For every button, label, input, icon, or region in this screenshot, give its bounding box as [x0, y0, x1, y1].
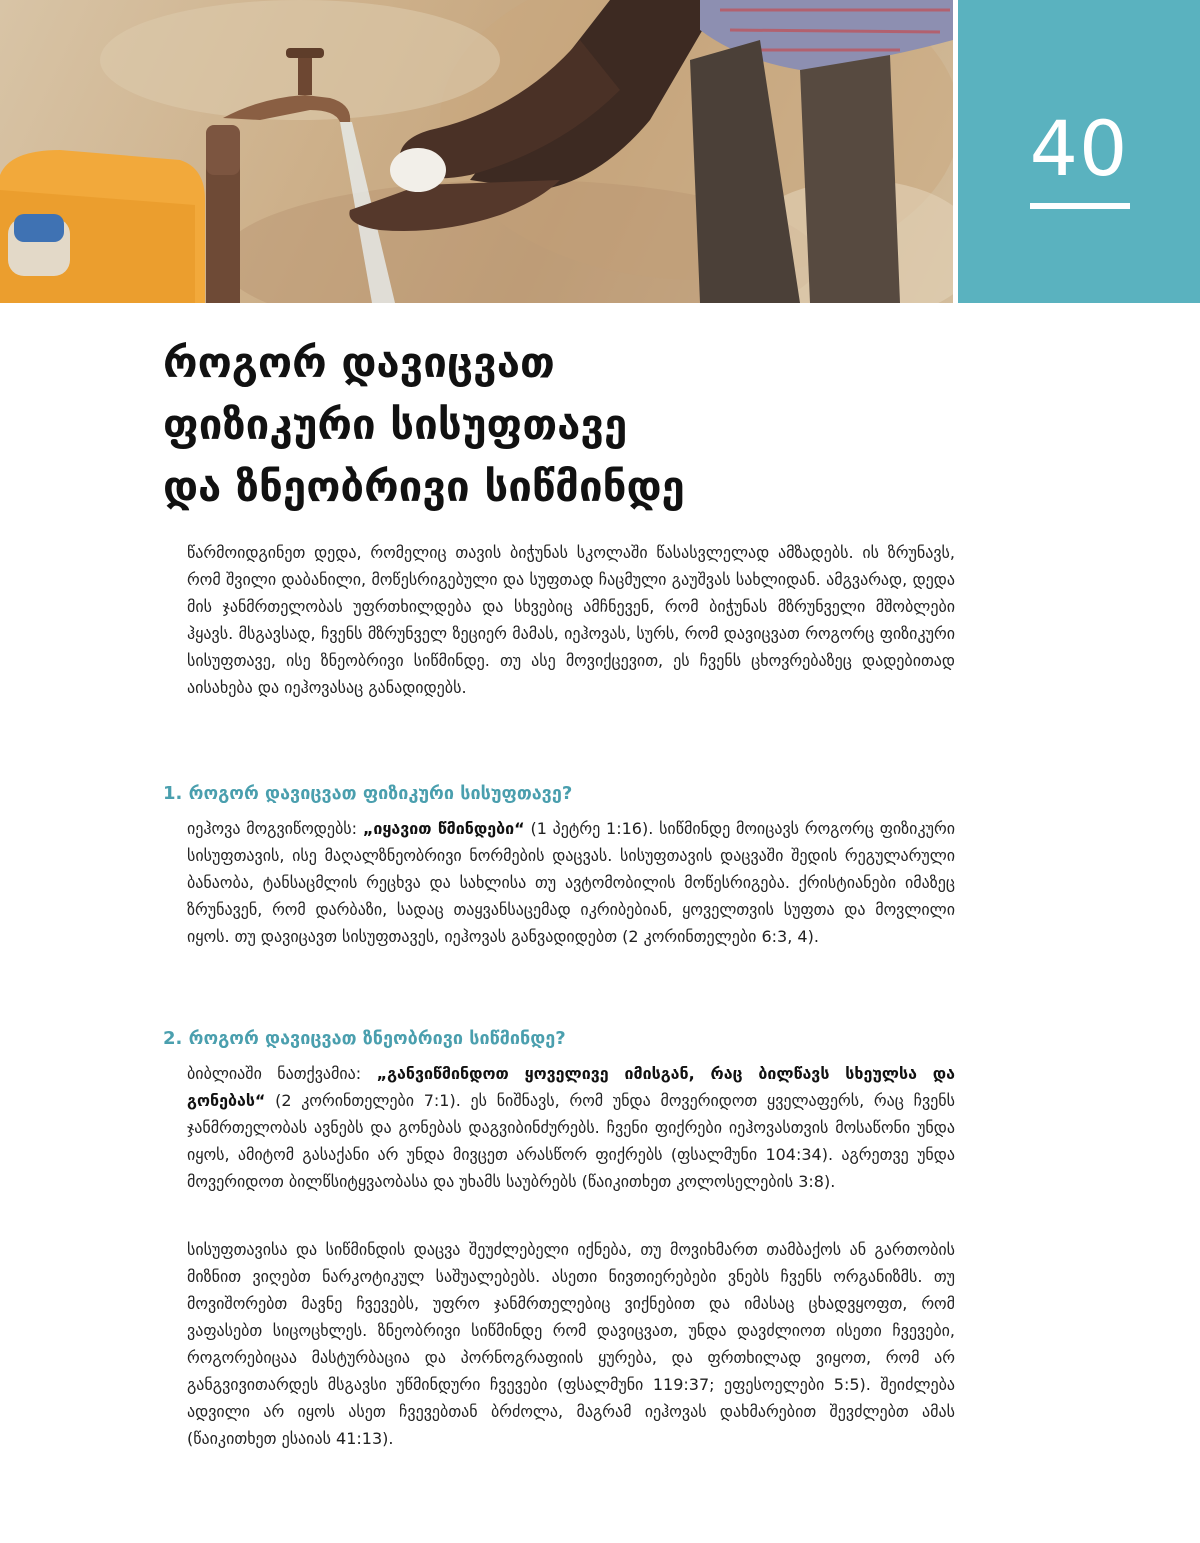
section-2-paragraph-1 — [187, 1060, 955, 1195]
page-title-line: და ზნეობრივი სიწმინდე — [163, 462, 685, 511]
hand-washing-illustration — [0, 0, 953, 303]
section-2-quote: „განვიწმინდოთ ყოველივე იმისგან, რაც ბილწავს სხეულსა და გონებას“ — [187, 1064, 956, 1110]
section-2-heading: 2. როგორ დავიცვათ ზნეობრივი სიწმინდე? — [163, 1028, 566, 1049]
page-title — [163, 332, 963, 518]
section-2-text-before: ბიბლიაში ნათქვამია: — [187, 1064, 377, 1083]
lesson-number-box — [958, 0, 1200, 303]
intro-paragraph: წარმოიდგინეთ დედა, რომელიც თავის ბიჭუნას სკოლაში წასასვლელად ამზადებს. ის ზრუნავს, რომ შვილი დაბანილი, მოწესრიგებული და სუფთად ჩაცმული გაუშვას სახლიდან. ამგვარად, დედა მის ჯანმრთელობას უფრთხილდება და სხვებიც ამჩნევენ, რომ ბიჭუნას მზრუნველი მშობლები ჰყავს. მსგავსად, ჩვენს მზრუნველ ზეციერ მამას, იეჰოვას, სურს, რომ დავიცვათ როგორც ფიზიკური სისუფთავე, ისე ზნეობრივი სიწმინდე. თუ ასე მოვიქცევით, ეს ჩვენს ცხოვრებაზეც დადებითად აისახება და იეჰოვასაც განადიდებს. — [187, 543, 955, 697]
header-photo — [0, 0, 953, 303]
section-1-text-before: იეჰოვა მოგვიწოდებს: — [187, 819, 363, 838]
section-2-paragraph-2: სისუფთავისა და სიწმინდის დაცვა შეუძლებელი იქნება, თუ მოვიხმართ თამბაქოს ან გართობის მიზნით ვიღებთ ნარკოტიკულ საშუალებებს. ასეთი ნივთიერებები ვნებს ჩვენს ორგანიზმს. თუ მოვიშორებთ მავნე ჩვევებს, უფრო ჯანმრთელებიც ვიქნებით და იმასაც ცხადვყოფთ, რომ ვაფასებთ სიცოცხლეს. ზნეობრივი სიწმინდე რომ დავიცვათ, უნდა დავძლიოთ ისეთი ჩვევები, როგორებიცაა მასტურბაცია და პორნოგრაფიის ყურება, და ფრთხილად ვიყოთ, რომ არ განგვივითარდეს მსგავსი უწმინდური ჩვევები (ფსალმუნი 119:37; ეფესოელები 5:5). შეიძლება ადვილი არ იყოს ასეთ ჩვევებთან ბრძოლა, მაგრამ იეჰოვას დახმარებით შევძლებთ ამას (წაიკითხეთ ესაიას 41:13). — [187, 1240, 955, 1448]
page-title-line: როგორ დავიცვათ — [163, 338, 555, 387]
lesson-number-underline — [1030, 203, 1130, 209]
section-1-text-after: (1 პეტრე 1:16). სიწმინდე მოიცავს როგორც ფიზიკური სისუფთავის, ისე მაღალზნეობრივი ნორმების დაცვას. სისუფთავის დაცვაში შედის რეგულარული ბანაობა, ტანსაცმლის რეცხვა და სახლისა თუ ავტომობილის მოწესრიგება. ქრისტიანები იმაზეც ზრუნავენ, რომ დარბაზი, სადაც თაყვანსაცემად იკრიბებიან, ყოველთვის სუფთა და მოვლილი იყოს. თუ დავიცავთ სისუფთავეს, იეჰოვას განვადიდებთ (2 კორინთელები 6:3, 4). — [187, 819, 956, 946]
section-1-heading: 1. როგორ დავიცვათ ფიზიკური სისუფთავე? — [163, 783, 573, 804]
lesson-number: 40 — [1029, 104, 1129, 193]
section-1-paragraph — [187, 815, 955, 950]
section-1-quote: „იყავით წმინდები“ — [362, 819, 525, 838]
page-title-line: ფიზიკური სისუფთავე — [163, 400, 628, 449]
section-2-text-after: (2 კორინთელები 7:1). ეს ნიშნავს, რომ უნდა მოვერიდოთ ყველაფერს, რაც ჩვენს ჯანმრთელობას ავნებს და გონებას დაგვიბინძურებს. ჩვენი ფიქრები იეჰოვასთვის მოსაწონი უნდა იყოს, ამიტომ გასაქანი არ უნდა მივცეთ არასწორ ფიქრებს (ფსალმუნი 104:34). აგრეთვე უნდა მოვერიდოთ ბილწსიტყვაობასა და უხამს საუბრებს (წაიკითხეთ კოლოსელების 3:8). — [187, 1091, 955, 1191]
